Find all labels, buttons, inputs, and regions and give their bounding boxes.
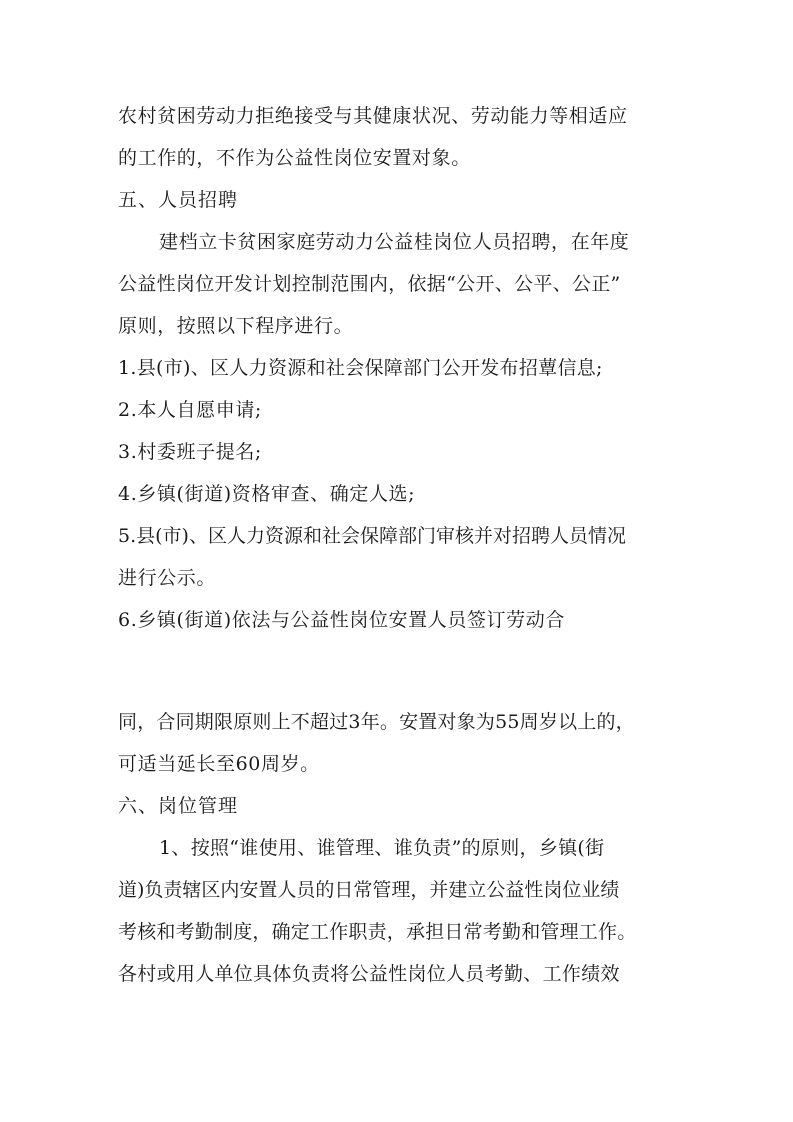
list-item: 3.村委班子提名; [118,441,262,463]
list-item: 1.县(市)、区人力资源和社会保障部门公开发布招蕈信息; [118,357,603,379]
body-text-line: 公益性岗位开发计划控制范围内，依据“公开、公平、公正” [118,273,621,295]
list-item: 6.乡镇(街道)依法与公益性岗位安置人员签订劳动合 [118,609,565,631]
body-text-line: 的工作的，不作为公益性岗位安置对象。 [118,147,471,169]
body-text-line: 1、按照“谁使用、谁管理、谁负责”的原则，乡镇(街 [159,837,605,859]
body-text-line: 同，合同期限原则上不超过3年。安置对象为55周岁以上的， [118,711,635,733]
body-text-line: 建档立卡贫困家庭劳动力公益桂岗位人员招聘，在年度 [159,231,630,253]
section-heading: 六、岗位管理 [118,795,239,817]
body-text-line: 农村贫困劳动力拒绝接受与其健康状况、劳动能力等相适应 [118,105,628,127]
body-text-line: 考核和考勤制度，确定工作职责，承担日常考勤和管理工作。 [118,921,637,943]
body-text-line: 各村或用人单位具体负责将公益性岗位人员考勤、工作绩效 [118,963,620,985]
list-item: 2.本人自愿申请; [118,399,262,421]
section-heading: 五、人员招聘 [118,189,239,211]
body-text-line: 原则，按照以下程序进行。 [118,315,354,337]
body-text-line: 道)负责辖区内安置人员的日常管理，并建立公益性岗位业绩 [118,879,620,901]
list-item: 4.乡镇(街道)资格审查、确定人选; [118,483,416,505]
body-text-line: 可适当延长至60周岁。 [118,753,320,775]
body-text-line: 进行公示。 [118,567,217,589]
list-item: 5.县(市)、区人力资源和社会保障部门审核并对招聘人员情况 [118,525,626,547]
